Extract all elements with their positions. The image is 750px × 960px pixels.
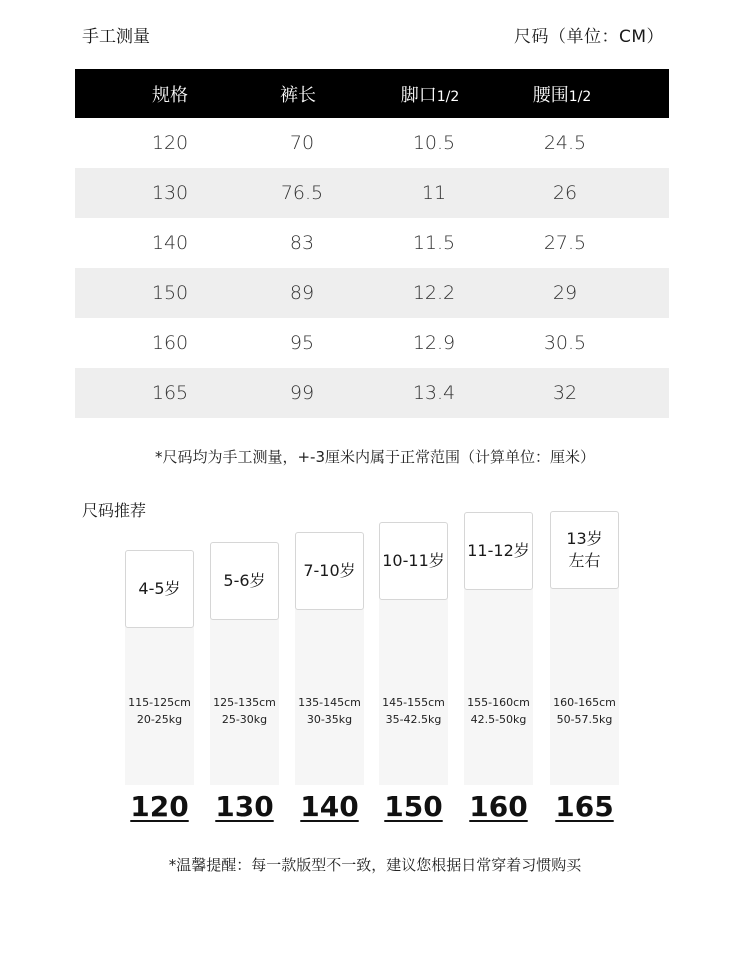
table-cell: 150	[151, 282, 189, 304]
table-row	[75, 368, 669, 418]
body-info	[550, 694, 619, 728]
table-cell: 12.9	[412, 332, 456, 354]
table-cell: 11.5	[412, 232, 456, 254]
height-range: 125-135cm	[213, 696, 276, 709]
table-cell: 29	[552, 282, 578, 304]
weight-range: 50-57.5kg	[556, 713, 613, 726]
height-range: 155-160cm	[467, 696, 530, 709]
weight-range: 25-30kg	[221, 713, 268, 726]
body-info	[295, 694, 364, 728]
table-cell: 10.5	[412, 132, 456, 154]
measure-title: 手工测量	[82, 27, 150, 47]
table-body	[75, 118, 669, 418]
table-cell: 26	[552, 182, 578, 204]
table-cell: 70	[289, 132, 315, 154]
table-cell: 24.5	[543, 132, 587, 154]
table-cell: 130	[151, 182, 189, 204]
unit-title: 尺码（单位：CM）	[513, 27, 664, 47]
height-range: 135-145cm	[298, 696, 361, 709]
measure-note: *尺码均为手工测量，+-3厘米内属于正常范围（计算单位：厘米）	[154, 448, 596, 466]
age-box: 11-12岁	[464, 512, 533, 590]
size-label: 140	[300, 790, 359, 823]
body-info	[379, 694, 448, 728]
table-cell: 95	[289, 332, 315, 354]
age-box: 4-5岁	[125, 550, 194, 628]
table-cell: 32	[552, 382, 578, 404]
table-cell: 30.5	[543, 332, 587, 354]
tip-note: *温馨提醒：每一款版型不一致，建议您根据日常穿着习惯购买	[168, 856, 582, 874]
table-cell: 83	[289, 232, 315, 254]
size-label: 130	[215, 790, 274, 823]
table-cell: 99	[289, 382, 315, 404]
height-range: 115-125cm	[128, 696, 191, 709]
header-length: 裤长	[280, 84, 316, 106]
age-box: 13岁 左右	[550, 511, 619, 589]
height-range: 160-165cm	[553, 696, 616, 709]
table-cell: 27.5	[543, 232, 587, 254]
size-table	[75, 69, 669, 418]
size-label: 165	[555, 790, 614, 823]
weight-range: 20-25kg	[136, 713, 183, 726]
weight-range: 42.5-50kg	[470, 713, 527, 726]
table-row	[75, 168, 669, 218]
age-box: 5-6岁	[210, 542, 279, 620]
body-info	[464, 694, 533, 728]
age-box: 7-10岁	[295, 532, 364, 610]
table-row	[75, 118, 669, 168]
weight-range: 35-42.5kg	[385, 713, 442, 726]
table-cell: 12.2	[412, 282, 456, 304]
table-cell: 165	[151, 382, 189, 404]
table-row	[75, 268, 669, 318]
header-waist: 腰围1/2	[532, 84, 592, 106]
table-header	[75, 69, 669, 118]
header-spec: 规格	[152, 84, 188, 106]
table-row	[75, 218, 669, 268]
table-cell: 89	[289, 282, 315, 304]
table-cell: 76.5	[280, 182, 324, 204]
height-range: 145-155cm	[382, 696, 445, 709]
size-label: 150	[384, 790, 443, 823]
table-cell: 140	[151, 232, 189, 254]
table-cell: 160	[151, 332, 189, 354]
table-row	[75, 318, 669, 368]
header-hem: 脚口1/2	[400, 84, 460, 106]
recommend-title: 尺码推荐	[82, 501, 147, 520]
weight-range: 30-35kg	[306, 713, 353, 726]
table-cell: 11	[421, 182, 447, 204]
table-cell: 13.4	[412, 382, 456, 404]
body-info	[125, 694, 194, 728]
body-info	[210, 694, 279, 728]
table-cell: 120	[151, 132, 189, 154]
size-label: 160	[469, 790, 528, 823]
size-label: 120	[130, 790, 189, 823]
age-box: 10-11岁	[379, 522, 448, 600]
